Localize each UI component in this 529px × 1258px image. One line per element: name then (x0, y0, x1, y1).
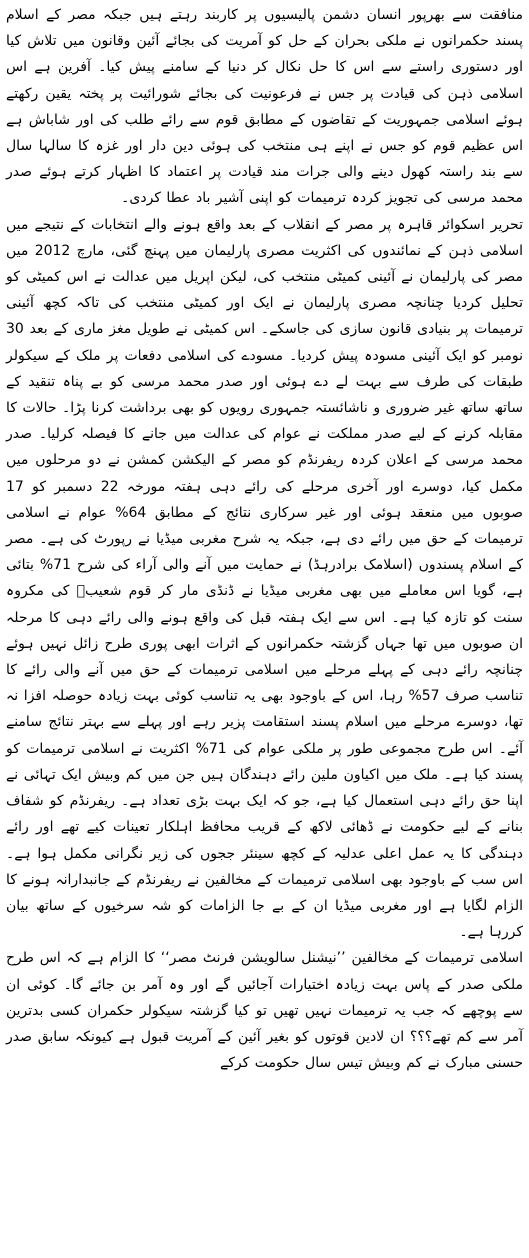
article-paragraph-3: اسلامی ترمیمات کے مخالفین ’’نیشنل سالویشن فرنٹ مصر‘‘ کا الزام ہے کہ اس طرح ملکی صدر کے پاس بہت زیادہ اختیارات آجائیں گے اور وہ آمر بن جائے گا۔ کوئی ان سے پوچھے کہ جب یہ ترمیمات نہیں تھیں تو کیا گزشتہ سیکولر حکمران کسی بدترین آمر سے کم تھے؟؟؟ ان لادین قوتوں کو بغیر آئین کے آمریت قبول ہے کیونکہ سابق صدر حسنی مبارک نے کم وبیش تیس سال حکومت کرکے (6, 950, 523, 1072)
article-paragraph-2: تحریر اسکوائر قاہرہ پر مصر کے انقلاب کے بعد واقع ہونے والے انتخابات کے نتیجے میں اسلامی ذہن کے نمائندوں کی اکثریت مصری پارلیمان میں پہنچ گئی، مارچ 2012 میں مصر کی پارلیمان نے آئینی کمیٹی منتخب کی، لیکن اپریل میں عدالت نے اس کمیٹی کو تحلیل کردیا چنانچہ مصری پارلیمان نے ایک اور کمیٹی منتخب کی تاکہ کچھ آئینی ترمیمات پر بنیادی قانون سازی کی جاسکے۔ اس کمیٹی نے طویل مغز ماری کے بعد 30 نومبر کو ایک آئینی مسودہ پیش کردیا۔ مسودے کی اسلامی دفعات پر ملک کے سیکولر طبقات کی طرف سے بہت لے دے ہوئی اور صدر محمد مرسی کو بے پناہ تنقید کے ساتھ ساتھ غیر ضروری و ناشائستہ جمہوری رویوں کو بھی برداشت کرنا پڑا۔ حالات کا مقابلہ کرنے کے لیے صدر مملکت نے عوام کی عدالت میں جانے کا فیصلہ کرلیا۔ صدر محمد مرسی کے اعلان کردہ ریفرنڈم کو مصر کے الیکشن کمشن نے دو مرحلوں میں مکمل کیا، دوسرے اور آخری مرحلے کی رائے دہی ہفتہ مورخہ 22 دسمبر کو 17 صوبوں میں منعقد ہوئی اور غیر سرکاری نتائج کے مطابق 64% عوام نے اسلامی ترمیمات کے حق میں رائے دی ہے، جبکہ یہ شرح مغربی میڈیا نے رپورٹ کی ہے۔ مصر کے اسلام پسندوں (اسلامک برادرہڈ) نے حمایت میں آنے والی آراء کی شرح 71% بتائی ہے، گویا اس معاملے میں بھی مغربی میڈیا نے ڈنڈی مار کر قوم شعیبؑ کی مکروہ سنت کو تازہ کیا ہے۔ اس سے ایک ہفتہ قبل کی واقع ہونے والی رائے دہی کا مرحلہ ان صوبوں میں تھا جہاں گزشتہ حکمرانوں کے اثرات ابھی پوری طرح زائل نہیں ہوئے چنانچہ رائے دہی کے پہلے مرحلے میں اسلامی ترمیمات کے حق میں آنے والی رائے کا تناسب صرف 57% رہا، اس کے باوجود بھی یہ تناسب کوئی بہت زیادہ حوصلہ افزا نہ تھا، دوسرے مرحلے میں اسلام پسند استقامت پزیر رہے اور پہلے سے بہتر نتائج سامنے آئے۔ اس طرح مجموعی طور پر ملکی عوام کی 71% اکثریت نے اسلامی ترمیمات کو پسند کیا ہے۔ ملک میں اکیاون ملین رائے دہندگان ہیں جن میں کم وبیش ایک تہائی نے اپنا حق رائے دہی استعمال کیا ہے، جو کہ ایک بہت بڑی تعداد ہے۔ ریفرنڈم کو شفاف بنانے کے لیے حکومت نے ڈھائی لاکھ کے قریب محافظ اہلکار تعینات کیے تھے اور رائے دہندگی کا یہ عمل اعلی عدلیہ کے کچھ سینئر ججوں کی زیر نگرانی مکمل ہوا ہے۔ اس سب کے باوجود بھی اسلامی ترمیمات کے مخالفین نے ریفرنڈم کے جانبدارانہ ہونے کا الزام لگایا ہے اور مغربی میڈیا ان کے بے جا الزامات کو شہ سرخیوں کے ساتھ بیان کررہا ہے۔ (6, 216, 524, 941)
article-paragraph-1: منافقت سے بھرپور انسان دشمن پالیسیوں پر کاربند رہتے ہیں جبکہ مصر کے اسلام پسند حکمرانوں نے ملکی بحران کے حل کو آمریت کی بجائے آئین وقانون میں تلاش کیا اور دستوری راستے سے اس کا حل نکال کر دنیا کے سامنے پیش کیا۔ آفرین ہے اس اسلامی ذہن کی قیادت پر جس نے فرعونیت کی بجائے شورائیت پر پختہ یقین رکھتے ہوئے اسلامی جمہوریت کے تقاضوں کے مطابق قوم سے رائے طلب کی اور شاباش ہے اس عظیم قوم کو جس نے اپنے ہی منتخب کی ہوئی دین دار اور غزہ کا سالہا سال سے بند راستہ کھول دینے والی جرات مند قیادت پر اعتماد کا اظہار کرتے ہوئے صدر محمد مرسی کی تجویز کردہ ترمیمات کو اپنی آشیر باد عطا کردی۔ (6, 7, 523, 207)
